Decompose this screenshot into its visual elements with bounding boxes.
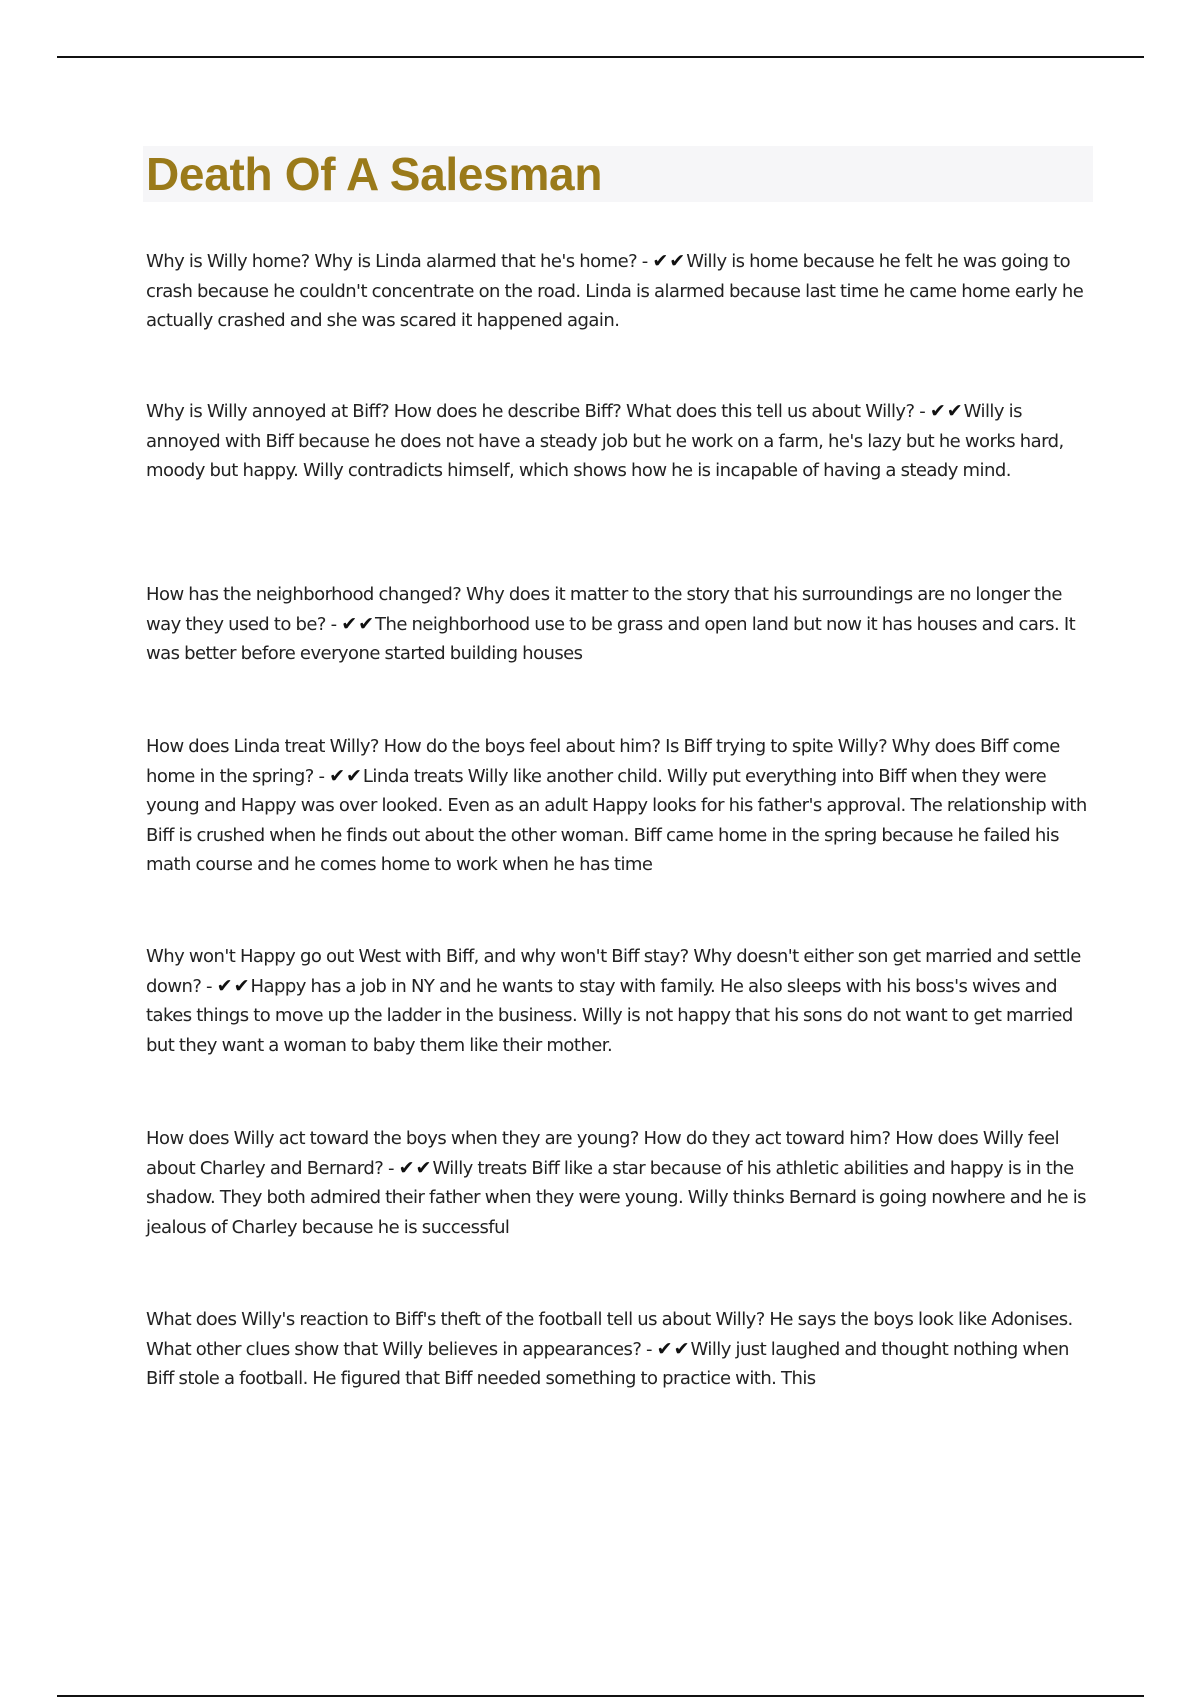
question-text: How does Linda treat Willy? How do the boys feel about him? Is Biff trying to spite Willy? Why does Biff come home in the spring? - bbox=[146, 736, 1060, 787]
question-text: How has the neighborhood changed? Why does it matter to the story that his surroundings are no longer the way they used to be? - bbox=[146, 584, 1062, 635]
question-text: Why is Willy annoyed at Biff? How does he describe Biff? What does this tell us about Willy? - bbox=[146, 401, 926, 422]
check-icon: ✔✔ bbox=[656, 1337, 691, 1360]
check-icon: ✔✔ bbox=[929, 400, 964, 422]
qa-entry-6 bbox=[146, 1124, 1096, 1242]
check-icon: ✔✔ bbox=[341, 612, 376, 635]
qa-entry-5 bbox=[146, 942, 1096, 1060]
answer-text: Willy just laughed and thought nothing when Biff stole a football. He figured that Biff needed something to practice with. This bbox=[146, 1338, 1069, 1389]
check-icon: ✔✔ bbox=[329, 764, 363, 787]
answer-text: Happy has a job in NY and he wants to stay with family. He also sleeps with his boss's wives and takes things to move up the ladder in the business. Willy is not happy that his sons do not want to get married but they want a woman to baby them like their mother. bbox=[146, 975, 1073, 1056]
answer-text: Linda treats Willy like another child. Willy put everything into Biff when they were young and Happy was over looked. Even as an adult Happy looks for his father's approval. The relationship with Biff is crushed when he finds out about the other woman. Biff came home in the spring because he failed his math course and he comes home to work when he has time bbox=[146, 765, 1087, 875]
check-icon: ✔✔ bbox=[398, 1156, 433, 1179]
check-icon: ✔✔ bbox=[216, 974, 251, 997]
question-text: How does Willy act toward the boys when they are young? How do they act toward him? How does Willy feel about Charley and Bernard? - bbox=[146, 1128, 1060, 1179]
answer-text: Willy treats Biff like a star because of his athletic abilities and happy is in the shadow. They both admired their father when they were young. Willy thinks Bernard is going nowhere and he is jealous of Charley because he is successful bbox=[146, 1157, 1086, 1238]
question-text: Why won't Happy go out West with Biff, and why won't Biff stay? Why doesn't either son get married and settle down? - bbox=[146, 946, 1081, 997]
check-icon: ✔✔ bbox=[652, 250, 687, 272]
page-title: Death Of A Salesman bbox=[146, 148, 603, 200]
qa-entry-4 bbox=[146, 732, 1096, 880]
qa-entry-2 bbox=[146, 397, 1096, 486]
footer-rule bbox=[57, 1695, 1144, 1697]
qa-entry-1 bbox=[146, 247, 1096, 336]
answer-text: Willy is home because he felt he was going to crash because he couldn't concentrate on the road. Linda is alarmed because last time he came home early he actually crashed and she was scared it happened again. bbox=[146, 251, 1084, 331]
header-rule bbox=[57, 56, 1144, 58]
qa-entry-3 bbox=[146, 580, 1096, 669]
answer-text: The neighborhood use to be grass and open land but now it has houses and cars. It was better before everyone started building houses bbox=[146, 613, 1076, 664]
answer-text: Willy is annoyed with Biff because he does not have a steady job but he work on a farm, he's lazy but he works hard, moody but happy. Willy contradicts himself, which shows how he is incapable of having a steady mind. bbox=[146, 401, 1064, 481]
qa-entry-7 bbox=[146, 1305, 1096, 1394]
question-text: What does Willy's reaction to Biff's theft of the football tell us about Willy? He says the boys look like Adonises. What other clues show that Willy believes in appearances? - bbox=[146, 1309, 1073, 1360]
question-text: Why is Willy home? Why is Linda alarmed that he's home? - bbox=[146, 251, 648, 272]
